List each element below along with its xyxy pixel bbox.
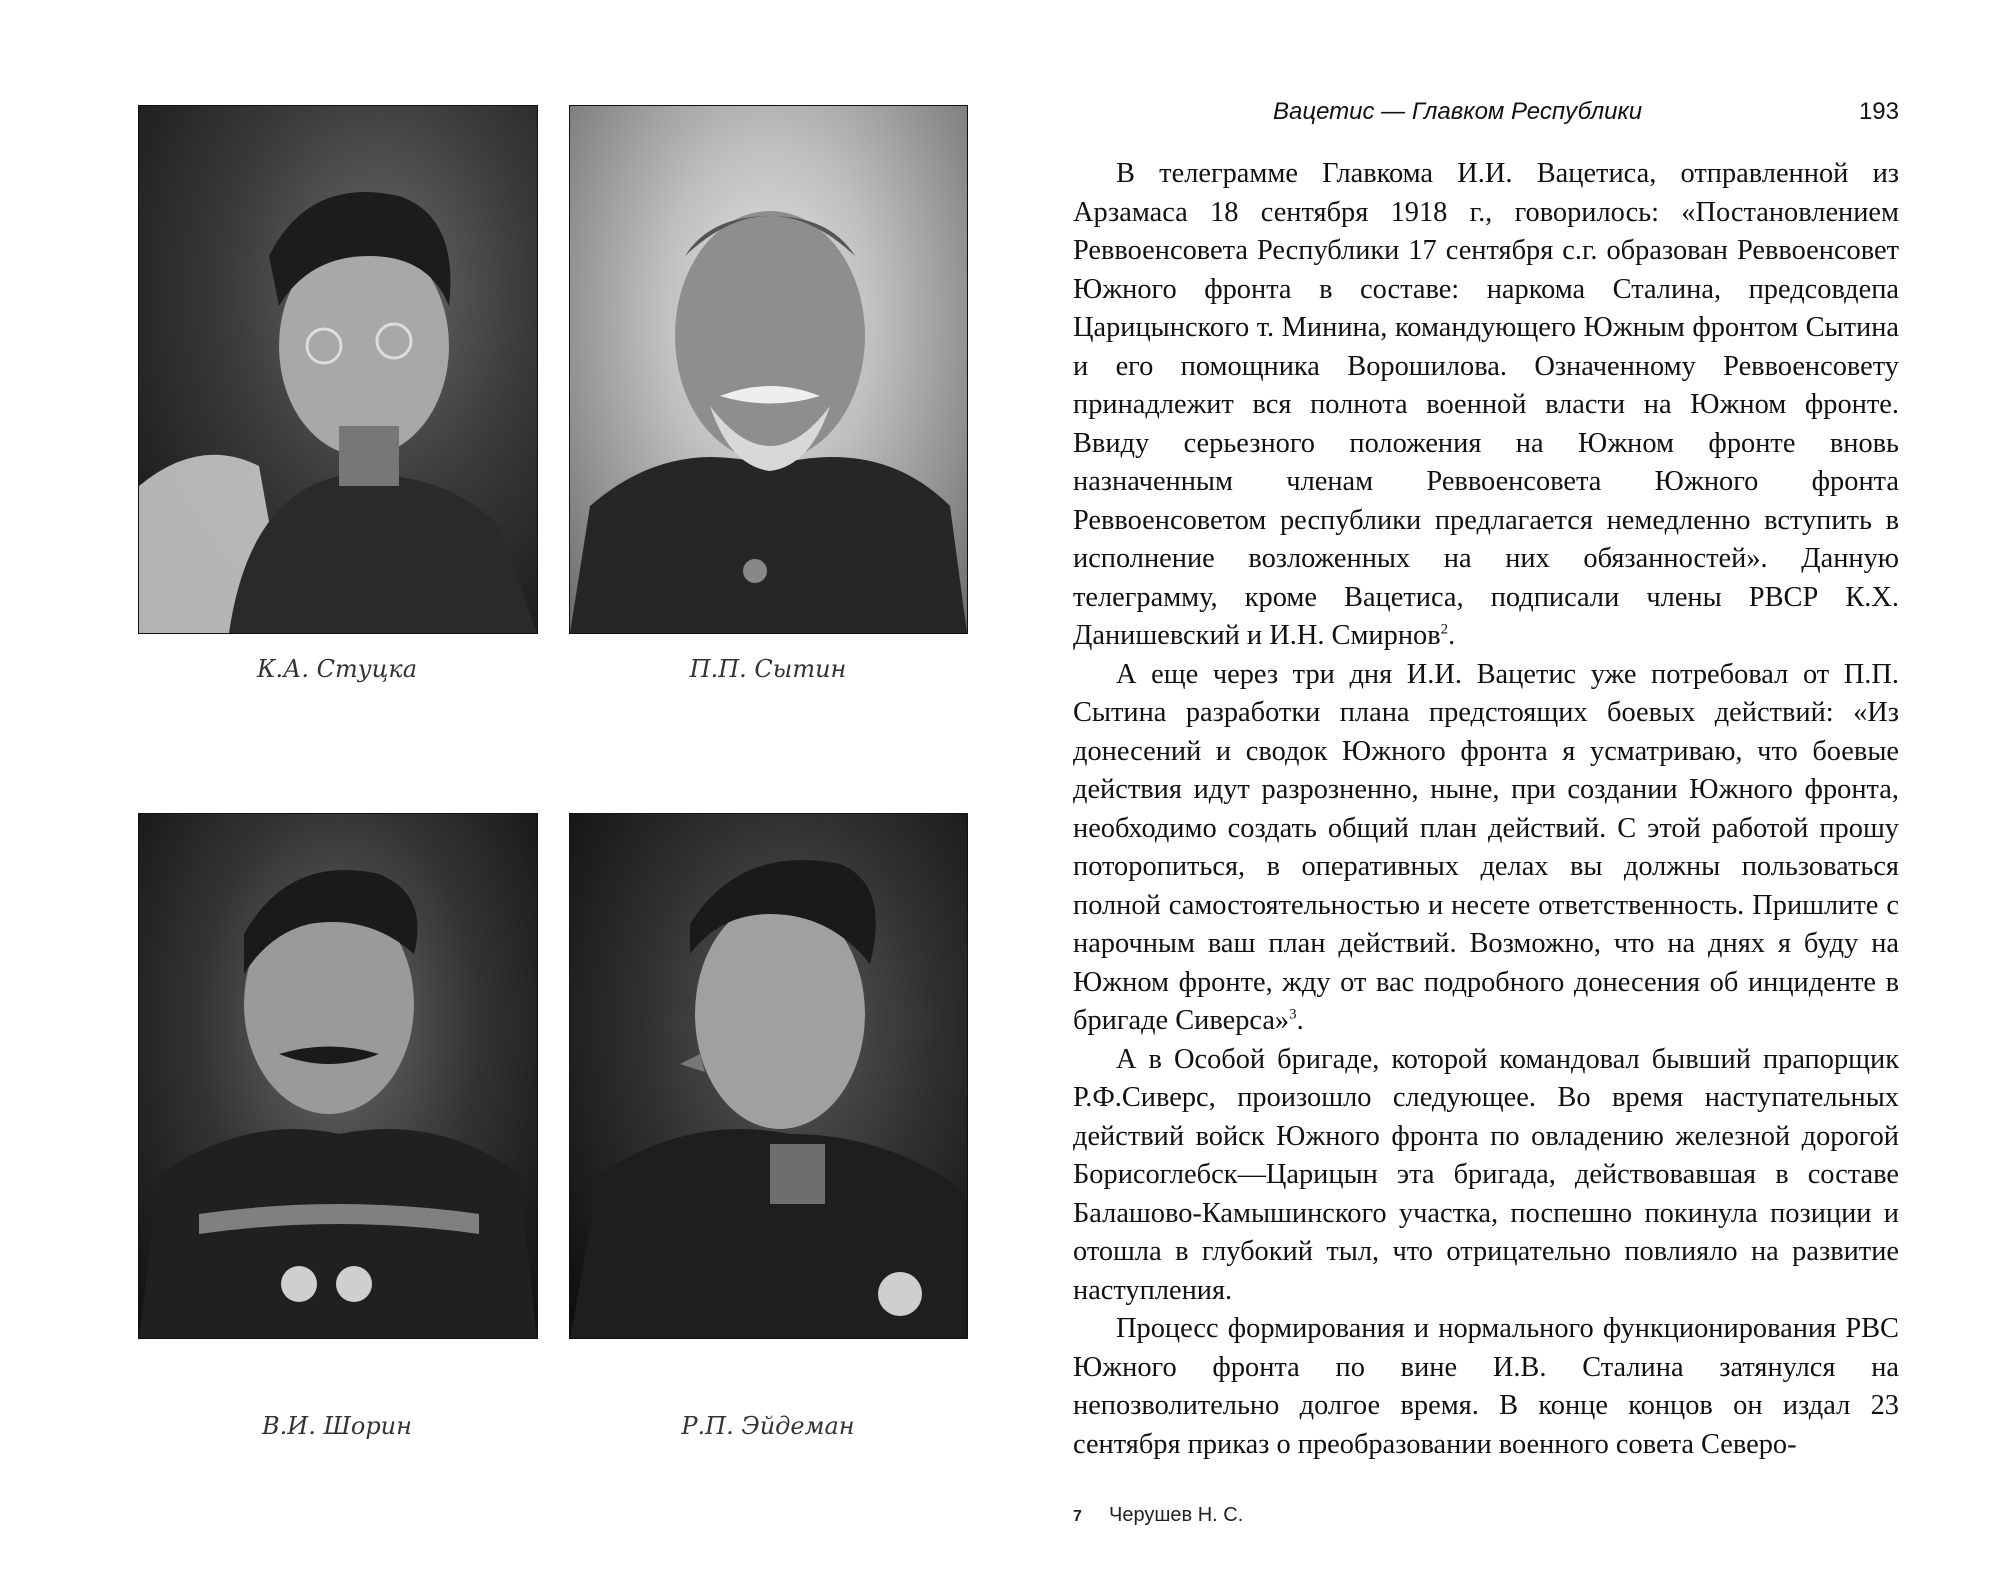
photo-caption: П.П. Сытин [689,655,847,683]
paragraph-end: . [1448,620,1456,651]
photo-caption: Р.П. Эйдеман [681,1412,855,1440]
paragraph [1073,155,1899,656]
footnote-ref: 2 [1440,621,1449,638]
paragraph-end: . [1296,1005,1304,1036]
paragraph [1073,1041,1899,1311]
paragraph-text: Процесс формирования и нормального функционирования РВС Южного фронта по вине И.В. Сталина затянулся на непозволительно долгое время. В конце концов он издал 23 сентября приказ о преобразовании военного совета Северо- [1073,1313,1899,1460]
photo-caption: В.И. Шорин [262,1412,412,1440]
right-page [1030,0,1999,1575]
paragraph [1073,656,1899,1041]
footer-author: Черушев Н. С. [1109,1504,1244,1526]
portrait-image [570,106,967,633]
portrait-photo-eideman [569,813,968,1339]
paragraph-text: А в Особой бригаде, которой командовал бывший прапорщик Р.Ф.Сиверс, произошло следующее. Во время наступательных действий войск Южного фронта по овладению железной дорогой Борисоглебск—Царицын эта бригада, действовавшая в составе Балашово-Камышинского участка, поспешно покинула позиции и отошла в глубокий тыл, что отрицательно повлияло на развитие наступления. [1073,1043,1899,1306]
paragraph-text: А еще через три дня И.И. Вацетис уже потребовал от П.П. Сытина разработки плана предстоящих боевых действий: «Из донесений и сводок Южного фронта я усматриваю, что боевые действия идут разрозненно, ныне, при создании Южного фронта, необходимо создать общий план действий. С этой работой прошу поторопиться, в оперативных делах вы должны пользоваться полной самостоятельностью и несете ответственность. Пришлите с нарочным ваш план действий. Возможно, что на днях я буду на Южном фронте, жду от вас подробного донесения об инциденте в бригаде Сиверса» [1073,658,1899,1036]
footnote-ref: 3 [1289,1006,1297,1023]
portrait-photo-shorin [138,813,538,1339]
page-footer [1073,1504,1243,1527]
page-number: 193 [1858,98,1899,125]
running-title: Вацетис — Главком Республики [1273,98,1643,125]
photo-caption: К.А. Стуцка [256,655,418,683]
paragraph-text: В телеграмме Главкома И.И. Вацетиса, отправленной из Арзамаса 18 сентября 1918 г., говорилось: «Постановлением Реввоенсовета Республики 17 сентября с.г. образован Реввоенсовет Южного фронта в составе: наркома Сталина, предсовдепа Царицынского т. Минина, командующего Южным фронтом Сытина и его помощника Ворошилова. Означенному Реввоенсовету принадлежит вся полнота военной власти на Южном фронте. Ввиду серьезного положения на Южном фронте вновь назначенным членам Реввоенсовета Южного фронта Реввоенсоветом республики предлагается немедленно вступить в исполнение возложенных на них обязанностей». Данную телеграмму, кроме Вацетиса, подписали члены РВСР К.Х. Данишевский и И.Н. Смирнов [1073,158,1899,651]
body-text [1073,155,1899,1464]
signature-mark: 7 [1073,1508,1082,1525]
portrait-image [139,814,537,1338]
portrait-image [139,106,537,633]
paragraph [1073,1310,1899,1464]
portrait-image [570,814,967,1338]
portrait-photo-stuchka [138,105,538,634]
portrait-photo-sytin [569,105,968,634]
